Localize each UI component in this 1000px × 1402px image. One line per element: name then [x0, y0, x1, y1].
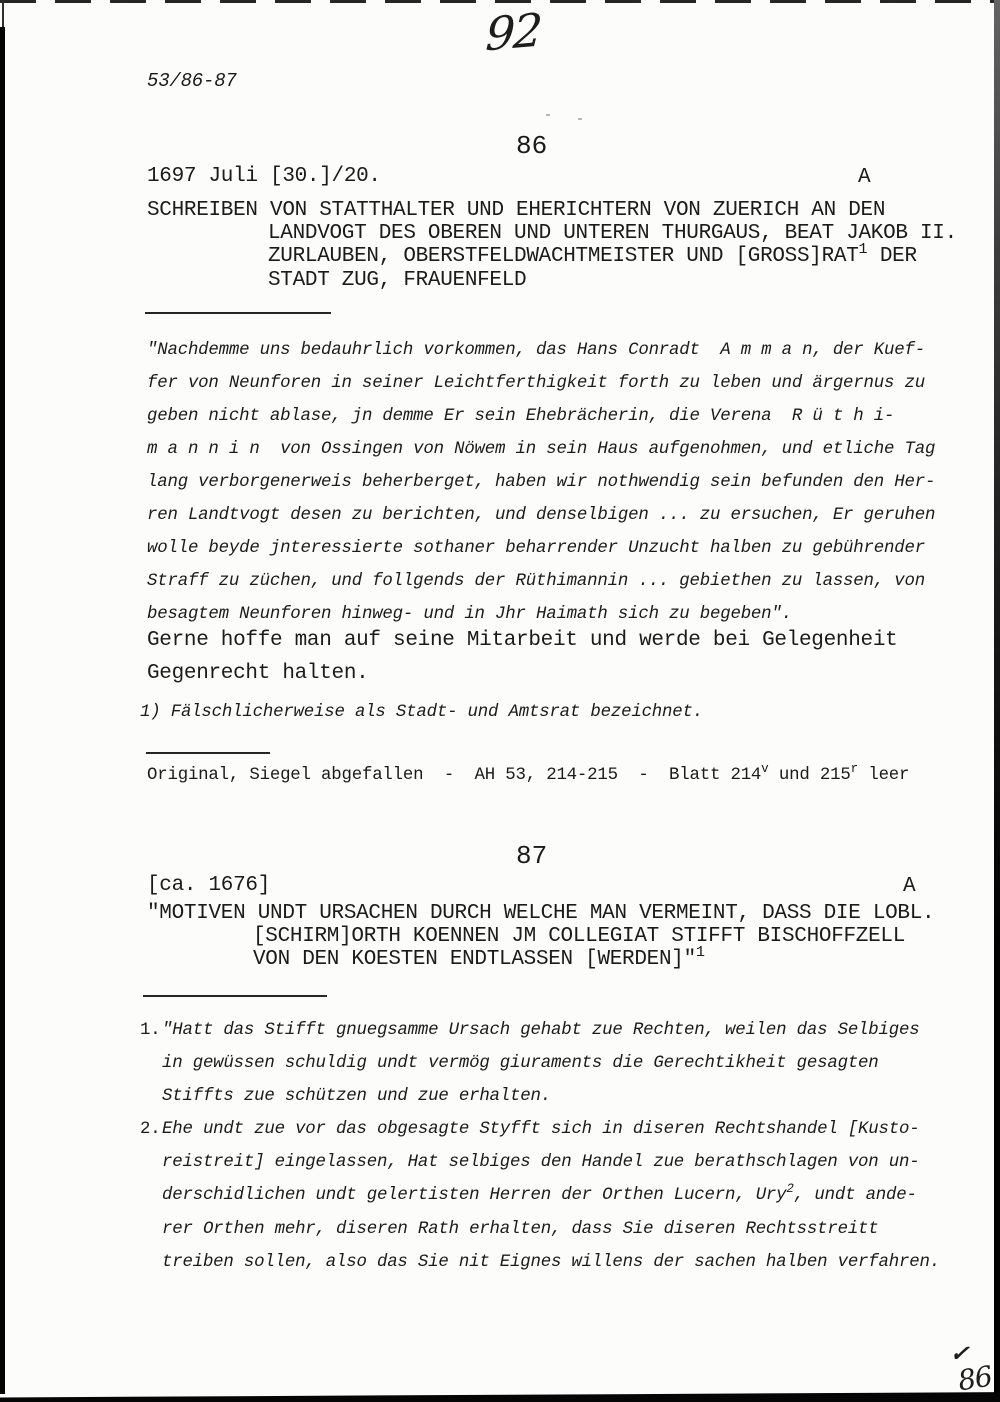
footnote-rule	[146, 752, 270, 754]
footnote-body	[162, 1113, 940, 1279]
entry-86-number: 86	[516, 131, 548, 161]
scan-edge-top	[0, 0, 1000, 3]
text-line: Straff zu züchen, und follgends der Rüthimannin ... gebiethen zu lassen, von	[147, 572, 925, 591]
footnote	[140, 1014, 940, 1113]
entry-86-marginal-letter: A	[858, 166, 871, 189]
text-line: geben nicht ablase, jn demme Er sein Ehebrächerin, die Verena R ü t h i-	[147, 407, 895, 426]
entry-87-title	[147, 902, 934, 972]
text-line: ZURLAUBEN, OBERSTFELDWACHTMEISTER UND [GROSS]RAT$^1$ DER	[268, 239, 917, 268]
text-line: [SCHIRM]ORTH KOENNEN JM COLLEGIAT STIFFT BISCHOFFZELL	[253, 925, 906, 948]
entry-86-footnote: 1) Fälschlicherweise als Stadt- und Amtsrat bezeichnet.	[140, 703, 703, 722]
text-line: lang verborgenerweis beherberget, haben wir nothwendig sein befunden den Her-	[147, 473, 936, 492]
scan-edge-left	[0, 27, 5, 1394]
text-line: rer Orthen mehr, diseren Rath erhalten, dass Sie diseren Rechtsstreitt	[162, 1220, 879, 1239]
entry-87-number: 87	[516, 841, 548, 871]
text-line: Gegenrecht halten.	[147, 662, 369, 685]
scan-edge-left-thin	[2, 0, 4, 30]
footnote	[140, 1113, 940, 1279]
handwritten-bottom-number: 86	[955, 1359, 995, 1398]
text-line: in gewüssen schuldig undt vermög giuraments die Gerechtikheit gesagten	[162, 1054, 879, 1073]
text-line: Original, Siegel abgefallen - AH 53, 214-215 - Blatt 214$^v$ und 215$^r$ leer	[147, 762, 910, 785]
text-line: STADT ZUG, FRAUENFELD	[268, 269, 527, 292]
text-line: m a n n i n von Ossingen von Nöwem in sein Haus aufgenohmen, und etliche Tag	[147, 440, 936, 459]
scan-edge-right	[994, 0, 1000, 1402]
text-line: reistreit] eingelassen, Hat selbiges den Handel zue berathschlagen von un-	[162, 1153, 920, 1172]
text-line: VON DEN KOESTEN ENDTLASSEN [WERDEN]"$^1$	[253, 942, 705, 971]
separator-rule	[143, 995, 327, 997]
text-line: "Hatt das Stifft gnuegsamme Ursach gehabt zue Rechten, weilen das Selbiges	[162, 1021, 920, 1040]
text-line: SCHREIBEN VON STATTHALTER UND EHERICHTERN VON ZUERICH AN DEN	[147, 199, 886, 222]
footnote-body	[162, 1014, 940, 1113]
text-line: Ehe undt zue vor das obgesagte Styfft sich in diseren Rechtshandel [Kusto-	[162, 1120, 920, 1139]
footnote-number: 2.	[140, 1120, 161, 1139]
superscript-reference: r	[850, 762, 859, 777]
text-line: ren Landtvogt desen zu berichten, und denselbigen ... zu ersuchen, Er geruhen	[147, 506, 936, 525]
entry-86-comment	[147, 624, 897, 690]
text-line: derschidlichen undt gelertisten Herren der Orthen Lucern, Ury$^2$, undt ande-	[162, 1182, 917, 1205]
text-line: treiben sollen, also das Sie nit Eignes willens der sachen halben verfahren.	[162, 1253, 940, 1272]
archive-reference: 53/86-87	[147, 70, 237, 92]
superscript-reference: v	[761, 762, 769, 777]
entry-87-marginal-letter: A	[903, 875, 916, 898]
entry-86-provenance	[147, 764, 909, 788]
handwritten-page-number: 92	[484, 2, 543, 62]
text-line: "MOTIVEN UNDT URSACHEN DURCH WELCHE MAN VERMEINT, DASS DIE LOBL.	[147, 902, 935, 925]
entry-86-quotation	[147, 334, 935, 631]
text-line: wolle beyde jnteressierte sothaner beharrender Unzucht halben zu gebührender	[147, 539, 925, 558]
entry-86-title	[147, 199, 957, 292]
footnote-number: 1.	[140, 1021, 161, 1040]
scan-edge-bottom	[0, 1390, 1000, 1402]
text-line: fer von Neunforen in seiner Leichtferthigkeit forth zu leben und ärgernus zu	[147, 374, 925, 393]
handwritten-checkmark: ✓	[949, 1339, 970, 1368]
entry-87-footnotes	[140, 1014, 940, 1279]
text-line: LANDVOGT DES OBEREN UND UNTEREN THURGAUS, BEAT JAKOB II.	[268, 222, 957, 245]
text-line: besagtem Neunforen hinweg- und in Jhr Haimath sich zu begeben".	[147, 605, 792, 624]
text-line: "Nachdemme uns bedauhrlich vorkommen, das Hans Conradt A m m a n, der Kuef-	[147, 341, 925, 360]
entry-86-date: 1697 Juli [30.]/20.	[147, 165, 381, 188]
superscript-reference: 2	[786, 1182, 794, 1197]
scan-speck	[578, 118, 582, 120]
entry-87-date: [ca. 1676]	[147, 874, 271, 897]
text-line: Stiffts zue schützen und zue erhalten.	[162, 1087, 551, 1106]
superscript-reference: 1	[695, 942, 705, 961]
scan-speck	[546, 114, 550, 116]
superscript-reference: 1	[858, 239, 868, 258]
text-line: Gerne hoffe man auf seine Mitarbeit und werde bei Gelegenheit	[147, 629, 898, 652]
separator-rule	[145, 312, 331, 314]
